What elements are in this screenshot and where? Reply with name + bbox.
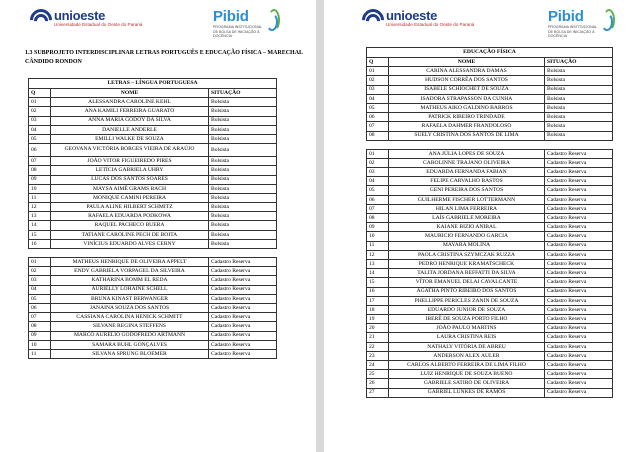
- row-number: 06: [29, 303, 51, 312]
- table-row: [29, 303, 277, 312]
- row-number: 05: [29, 294, 51, 303]
- row-situation: Bolsista: [209, 125, 277, 134]
- column-header-situacao: SITUAÇÃO: [209, 89, 277, 98]
- row-name: TALITA JORDANA REFFATTI DA SILVA: [389, 269, 545, 278]
- table-row: [367, 122, 613, 131]
- pibid-swoosh-icon: [266, 9, 282, 33]
- row-number: 03: [29, 276, 51, 285]
- row-situation: Cadastro Reserva: [545, 186, 613, 195]
- row-name: LAÍS GABRIELE MOREIRA: [389, 214, 545, 223]
- row-name: ANA JÚLIA LOPES DE SOUZA: [389, 149, 545, 158]
- row-name: LUCAS DOS SANTOS SOARES: [51, 175, 209, 184]
- table-row: [29, 221, 277, 230]
- table-row: [29, 166, 277, 175]
- row-situation: Cadastro Reserva: [209, 331, 277, 340]
- table-row: [367, 113, 613, 122]
- row-number: 08: [29, 322, 51, 331]
- pibid-swoosh-icon: [601, 9, 617, 33]
- table-row: [367, 351, 613, 360]
- table-gap-row: [367, 140, 613, 149]
- row-name: JANAINA SOUZA DOS SANTOS: [51, 303, 209, 312]
- table-row: [29, 125, 277, 134]
- row-name: GABRIEL LUNKES DE RAMOS: [389, 388, 545, 397]
- row-name: PAOLA CRISTINA SZYMCZAK RUZZA: [389, 250, 545, 259]
- row-situation: Cadastro Reserva: [545, 351, 613, 360]
- table-row: [367, 388, 613, 397]
- row-number: 11: [29, 349, 51, 358]
- table-row: [29, 331, 277, 340]
- table-title: LETRAS – LÍNGUA PORTUGUESA: [29, 79, 277, 89]
- document-page-right: [324, 0, 640, 452]
- row-name: GABRIELE SATIRO DE OLIVEIRA: [389, 379, 545, 388]
- row-number: 16: [367, 287, 389, 296]
- table-row: [367, 149, 613, 158]
- row-name: ANA KAMILI FERREIRA GUARATO: [51, 107, 209, 116]
- row-number: 02: [29, 107, 51, 116]
- row-situation: Cadastro Reserva: [209, 276, 277, 285]
- row-name: MONIQUE CAMINI PEREIRA: [51, 193, 209, 202]
- row-number: 21: [367, 333, 389, 342]
- row-situation: Cadastro Reserva: [545, 223, 613, 232]
- row-name: NATHALY VITÓRIA DE ABREU: [389, 342, 545, 351]
- row-name: GUILHERME FISCHER LOTTERMANN: [389, 195, 545, 204]
- row-number: 09: [29, 331, 51, 340]
- row-number: 04: [367, 94, 389, 103]
- section-heading: 1.3 SUBPROJETO INTERDISCIPLINAR LETRAS PORTUGUÊS E EDUCAÇÃO FÍSICA – MARECHAL CÂNDIDO RONDON: [25, 50, 303, 65]
- table-row: [367, 195, 613, 204]
- row-name: KAIANE BIZIO ANIBAL: [389, 223, 545, 232]
- table-row: [29, 276, 277, 285]
- table-gap-cell: [29, 249, 277, 258]
- row-name: MAURICIO FERNANDO GARCIA: [389, 232, 545, 241]
- pibid-logo: [213, 9, 282, 39]
- row-name: KATHARINA BOMM EL REDA: [51, 276, 209, 285]
- row-number: 16: [29, 239, 51, 248]
- row-number: 07: [29, 313, 51, 322]
- table-row: [367, 158, 613, 167]
- table-header-row: [29, 89, 277, 98]
- row-situation: Cadastro Reserva: [545, 195, 613, 204]
- table-row: [29, 116, 277, 125]
- row-number: 07: [367, 204, 389, 213]
- row-situation: Bolsista: [545, 103, 613, 112]
- row-name: SUELY CRISTINA DOS SANTOS DE LIMA: [389, 131, 545, 140]
- table-row: [29, 203, 277, 212]
- row-situation: Cadastro Reserva: [545, 342, 613, 351]
- row-situation: Cadastro Reserva: [545, 241, 613, 250]
- row-situation: Cadastro Reserva: [545, 296, 613, 305]
- row-number: 03: [367, 85, 389, 94]
- row-number: 14: [29, 221, 51, 230]
- row-name: CASSIANA CAROLINA HENICK SCHMITT: [51, 313, 209, 322]
- row-situation: Cadastro Reserva: [209, 285, 277, 294]
- table-header-row: [367, 58, 613, 67]
- row-number: 05: [367, 103, 389, 112]
- table-row: [367, 296, 613, 305]
- row-number: 06: [367, 113, 389, 122]
- row-name: MATHEUS AIKO GALDINO BARROS: [389, 103, 545, 112]
- row-number: 08: [367, 214, 389, 223]
- row-situation: Cadastro Reserva: [545, 250, 613, 259]
- row-situation: Bolsista: [545, 131, 613, 140]
- row-name: DANIELLE ANDERLE: [51, 125, 209, 134]
- row-number: 01: [29, 98, 51, 107]
- table-row: [29, 175, 277, 184]
- table-row: [29, 294, 277, 303]
- row-name: TATIANE CAROLINE PECH DE BOITA: [51, 230, 209, 239]
- row-name: ANNA MARIA GODOY DA SILVA: [51, 116, 209, 125]
- row-name: RAFAELA EDUARDA PODKOWA: [51, 212, 209, 221]
- row-situation: Cadastro Reserva: [209, 340, 277, 349]
- row-name: HILAN LIMA FERREIRA: [389, 204, 545, 213]
- row-number: 08: [367, 131, 389, 140]
- row-name: LETÍCIA GABRIELA UHRY: [51, 166, 209, 175]
- row-number: 23: [367, 351, 389, 360]
- row-situation: Cadastro Reserva: [545, 177, 613, 186]
- table-gap-cell: [367, 140, 613, 149]
- row-number: 11: [367, 241, 389, 250]
- row-situation: Bolsista: [209, 184, 277, 193]
- row-name: GENI PEREIRA DOS SANTOS: [389, 186, 545, 195]
- table-row: [367, 94, 613, 103]
- row-situation: Bolsista: [545, 76, 613, 85]
- row-number: 07: [29, 157, 51, 166]
- row-situation: Bolsista: [209, 212, 277, 221]
- table-row: [367, 333, 613, 342]
- row-situation: Bolsista: [209, 221, 277, 230]
- row-situation: Cadastro Reserva: [545, 259, 613, 268]
- unioeste-subtitle: Universidade Estadual do Oeste do Paraná: [54, 22, 143, 27]
- row-number: 19: [367, 315, 389, 324]
- row-name: GEOVANA VICTÓRIA BORGES VIEIRA DE ARAÚJO: [51, 144, 209, 157]
- table-row: [367, 204, 613, 213]
- row-situation: Cadastro Reserva: [209, 267, 277, 276]
- row-number: 05: [29, 134, 51, 143]
- column-header-nome: NOME: [389, 58, 545, 67]
- table-row: [367, 287, 613, 296]
- column-header-q: Q: [367, 58, 389, 67]
- row-situation: Bolsista: [545, 113, 613, 122]
- table-row: [29, 340, 277, 349]
- row-situation: Cadastro Reserva: [545, 324, 613, 333]
- row-name: HUDSON CORRÊA DOS SANTOS: [389, 76, 545, 85]
- row-number: 02: [367, 158, 389, 167]
- row-situation: Bolsista: [545, 122, 613, 131]
- row-situation: Cadastro Reserva: [545, 333, 613, 342]
- table-row: [367, 259, 613, 268]
- row-name: ANDERSON ALEX AULER: [389, 351, 545, 360]
- table-row: [367, 305, 613, 314]
- row-situation: Cadastro Reserva: [209, 322, 277, 331]
- row-number: 15: [367, 278, 389, 287]
- row-number: 10: [29, 184, 51, 193]
- row-situation: Cadastro Reserva: [545, 214, 613, 223]
- row-name: PATRICK RIBEIRO TRINDADE: [389, 113, 545, 122]
- row-name: PHELLIPPE PERICLES ZANIN DE SOUZA: [389, 296, 545, 305]
- table-row: [367, 278, 613, 287]
- row-number: 12: [367, 250, 389, 259]
- document-page-left: [0, 0, 316, 452]
- table-row: [29, 349, 277, 358]
- row-name: LAURA CRISTINA REIS: [389, 333, 545, 342]
- row-name: ÁGATHA PINTO RIBEIRO DOS SANTOS: [389, 287, 545, 296]
- row-situation: Cadastro Reserva: [545, 287, 613, 296]
- row-name: VINÍCIUS EDUARDO ALVES CERNY: [51, 239, 209, 248]
- row-situation: Cadastro Reserva: [545, 379, 613, 388]
- table-row: [367, 168, 613, 177]
- row-number: 08: [29, 166, 51, 175]
- table-row: [367, 269, 613, 278]
- row-number: 15: [29, 230, 51, 239]
- row-situation: Cadastro Reserva: [545, 315, 613, 324]
- row-number: 03: [29, 116, 51, 125]
- table-row: [367, 177, 613, 186]
- unioeste-logo: [362, 9, 474, 28]
- row-number: 06: [367, 195, 389, 204]
- table-row: [367, 250, 613, 259]
- table-row: [29, 267, 277, 276]
- table-row: [29, 184, 277, 193]
- row-number: 24: [367, 361, 389, 370]
- row-name: ALESSANDRA CAROLINE KEHL: [51, 98, 209, 107]
- table-row: [29, 144, 277, 157]
- table-row: [367, 315, 613, 324]
- row-name: ISADORA STRAPASSON DA CUNHA: [389, 94, 545, 103]
- row-number: 20: [367, 324, 389, 333]
- unioeste-mark-icon: [362, 9, 384, 25]
- table-row: [29, 193, 277, 202]
- row-name: FELIPE CARVALHO BASTOS: [389, 177, 545, 186]
- row-number: 04: [367, 177, 389, 186]
- row-name: VÍTOR EMANUEL DELAI CAVALCANTE: [389, 278, 545, 287]
- row-number: 13: [29, 212, 51, 221]
- row-number: 12: [29, 203, 51, 212]
- row-situation: Cadastro Reserva: [209, 303, 277, 312]
- row-number: 22: [367, 342, 389, 351]
- row-situation: Bolsista: [209, 239, 277, 248]
- row-situation: Bolsista: [209, 134, 277, 143]
- row-situation: Cadastro Reserva: [545, 168, 613, 177]
- row-name: SILVANA SPRUNG BLOEMER: [51, 349, 209, 358]
- unioeste-name: unioeste: [54, 8, 106, 23]
- table-row: [29, 285, 277, 294]
- table-row: [367, 67, 613, 76]
- pibid-subtitle: PROGRAMA INSTITUCIONAL DE BOLSA DE INICIAÇÃO À DOCÊNCIA: [213, 25, 262, 38]
- row-situation: Bolsista: [209, 230, 277, 239]
- table-row: [29, 157, 277, 166]
- row-name: AURIELLY LOHAINE SCHELL: [51, 285, 209, 294]
- unioeste-mark-icon: [30, 9, 52, 25]
- row-name: EDUARDO JUNIOR DE SOUZA: [389, 305, 545, 314]
- row-situation: Cadastro Reserva: [545, 158, 613, 167]
- row-name: PAULA ALINE HILBERT SCHMITZ: [51, 203, 209, 212]
- row-situation: Bolsista: [545, 85, 613, 94]
- row-name: RAFAELA DAHMER FRANDOLOSO: [389, 122, 545, 131]
- pibid-name: Pibid: [213, 8, 249, 25]
- table-row: [367, 361, 613, 370]
- row-situation: Bolsista: [209, 203, 277, 212]
- row-name: JOÃO PAULO MARTINS: [389, 324, 545, 333]
- row-name: MARCO AURÉLIO GODOFREDO ARTMANN: [51, 331, 209, 340]
- row-number: 10: [29, 340, 51, 349]
- row-situation: Cadastro Reserva: [545, 361, 613, 370]
- table-gap-row: [29, 249, 277, 258]
- row-situation: Cadastro Reserva: [209, 294, 277, 303]
- row-situation: Cadastro Reserva: [545, 204, 613, 213]
- pibid-name: Pibid: [548, 8, 584, 25]
- row-number: 14: [367, 269, 389, 278]
- row-situation: Bolsista: [209, 144, 277, 157]
- pibid-subtitle: PROGRAMA INSTITUCIONAL DE BOLSA DE INICIAÇÃO À DOCÊNCIA: [548, 25, 597, 38]
- table-row: [367, 342, 613, 351]
- row-number: 03: [367, 168, 389, 177]
- table-row: [29, 313, 277, 322]
- row-name: ENDY GABRIELA VORPAGEL DA SILVEIRA: [51, 267, 209, 276]
- table-row: [367, 241, 613, 250]
- row-name: MAYARA MOLINA: [389, 241, 545, 250]
- table-row: [367, 223, 613, 232]
- table-row: [367, 370, 613, 379]
- unioeste-name: unioeste: [386, 8, 438, 23]
- row-number: 04: [29, 285, 51, 294]
- row-situation: Cadastro Reserva: [209, 313, 277, 322]
- unioeste-subtitle: Universidade Estadual do Oeste do Paraná: [386, 22, 475, 27]
- row-situation: Cadastro Reserva: [545, 269, 613, 278]
- row-number: 01: [367, 67, 389, 76]
- row-number: 01: [29, 258, 51, 267]
- row-name: CAROLINNE TRAJANO OLIVEIRA: [389, 158, 545, 167]
- table-row: [29, 134, 277, 143]
- row-name: SILVANE REGINA STEFFENS: [51, 322, 209, 331]
- table-row: [367, 76, 613, 85]
- row-number: 10: [367, 232, 389, 241]
- row-name: ISABELE SCHIOCHET DE SOUZA: [389, 85, 545, 94]
- row-situation: Bolsista: [209, 157, 277, 166]
- row-situation: Bolsista: [209, 193, 277, 202]
- table-row: [29, 230, 277, 239]
- table-row: [367, 103, 613, 112]
- row-name: CARINA ALESSANDRA DAMAS: [389, 67, 545, 76]
- column-header-situacao: SITUAÇÃO: [545, 58, 613, 67]
- row-number: 25: [367, 370, 389, 379]
- row-number: 07: [367, 122, 389, 131]
- row-situation: Bolsista: [545, 94, 613, 103]
- letras-table: [28, 78, 277, 359]
- row-name: EMILLI WALKE DE SOUZA: [51, 134, 209, 143]
- unioeste-logo: [30, 9, 142, 28]
- row-situation: Bolsista: [209, 107, 277, 116]
- table-row: [367, 186, 613, 195]
- row-number: 17: [367, 296, 389, 305]
- row-number: 01: [367, 149, 389, 158]
- table-row: [367, 85, 613, 94]
- row-number: 02: [367, 76, 389, 85]
- row-name: CARLOS ALBERTO FERREIRA DE LIMA FILHO: [389, 361, 545, 370]
- row-name: BRUNA KINAST BERWANGER: [51, 294, 209, 303]
- table-row: [29, 212, 277, 221]
- row-number: 27: [367, 388, 389, 397]
- row-name: MATHEUS HENRIQUE DE OLIVEIRA APPELT: [51, 258, 209, 267]
- row-number: 04: [29, 125, 51, 134]
- column-header-nome: NOME: [51, 89, 209, 98]
- table-row: [367, 324, 613, 333]
- row-name: RAQUEL PACHECO BUERA: [51, 221, 209, 230]
- row-number: 18: [367, 305, 389, 314]
- table-row: [367, 379, 613, 388]
- row-situation: Bolsista: [545, 67, 613, 76]
- table-row: [367, 131, 613, 140]
- row-situation: Bolsista: [209, 98, 277, 107]
- row-number: 13: [367, 259, 389, 268]
- row-situation: Bolsista: [209, 116, 277, 125]
- row-situation: Bolsista: [209, 175, 277, 184]
- table-title-row: [29, 79, 277, 89]
- table-row: [367, 214, 613, 223]
- row-situation: Cadastro Reserva: [545, 370, 613, 379]
- row-name: MAYSA AIMÊ GRAMS BACH: [51, 184, 209, 193]
- row-situation: Cadastro Reserva: [545, 388, 613, 397]
- row-name: JOÃO VITOR FIGUEIREDO PIRES: [51, 157, 209, 166]
- column-header-q: Q: [29, 89, 51, 98]
- row-number: 06: [29, 144, 51, 157]
- row-number: 09: [29, 175, 51, 184]
- row-situation: Cadastro Reserva: [545, 305, 613, 314]
- row-name: IBERÊ DE SOUZA PORTO FILHO: [389, 315, 545, 324]
- row-number: 11: [29, 193, 51, 202]
- row-name: LUIZ HENRIQUE DE SOUZA BUENO: [389, 370, 545, 379]
- row-name: EDUARDA FERNANDA FABIAN: [389, 168, 545, 177]
- row-situation: Cadastro Reserva: [209, 349, 277, 358]
- row-number: 02: [29, 267, 51, 276]
- row-situation: Cadastro Reserva: [545, 149, 613, 158]
- table-row: [29, 322, 277, 331]
- row-situation: Bolsista: [209, 166, 277, 175]
- table-title-row: [367, 48, 613, 58]
- table-row: [29, 239, 277, 248]
- row-number: 05: [367, 186, 389, 195]
- row-situation: Cadastro Reserva: [545, 232, 613, 241]
- row-name: PEDRO HENRIQUE KRAMATSCHECK: [389, 259, 545, 268]
- row-situation: Cadastro Reserva: [545, 278, 613, 287]
- table-row: [367, 232, 613, 241]
- row-situation: Cadastro Reserva: [209, 258, 277, 267]
- table-row: [29, 258, 277, 267]
- table-row: [29, 98, 277, 107]
- row-number: 26: [367, 379, 389, 388]
- table-row: [29, 107, 277, 116]
- pibid-logo: [548, 9, 617, 39]
- table-title: EDUCAÇÃO FÍSICA: [367, 48, 613, 58]
- row-name: SAMARA BUHL GONÇALVES: [51, 340, 209, 349]
- educacao-fisica-table: [366, 47, 613, 398]
- row-number: 09: [367, 223, 389, 232]
